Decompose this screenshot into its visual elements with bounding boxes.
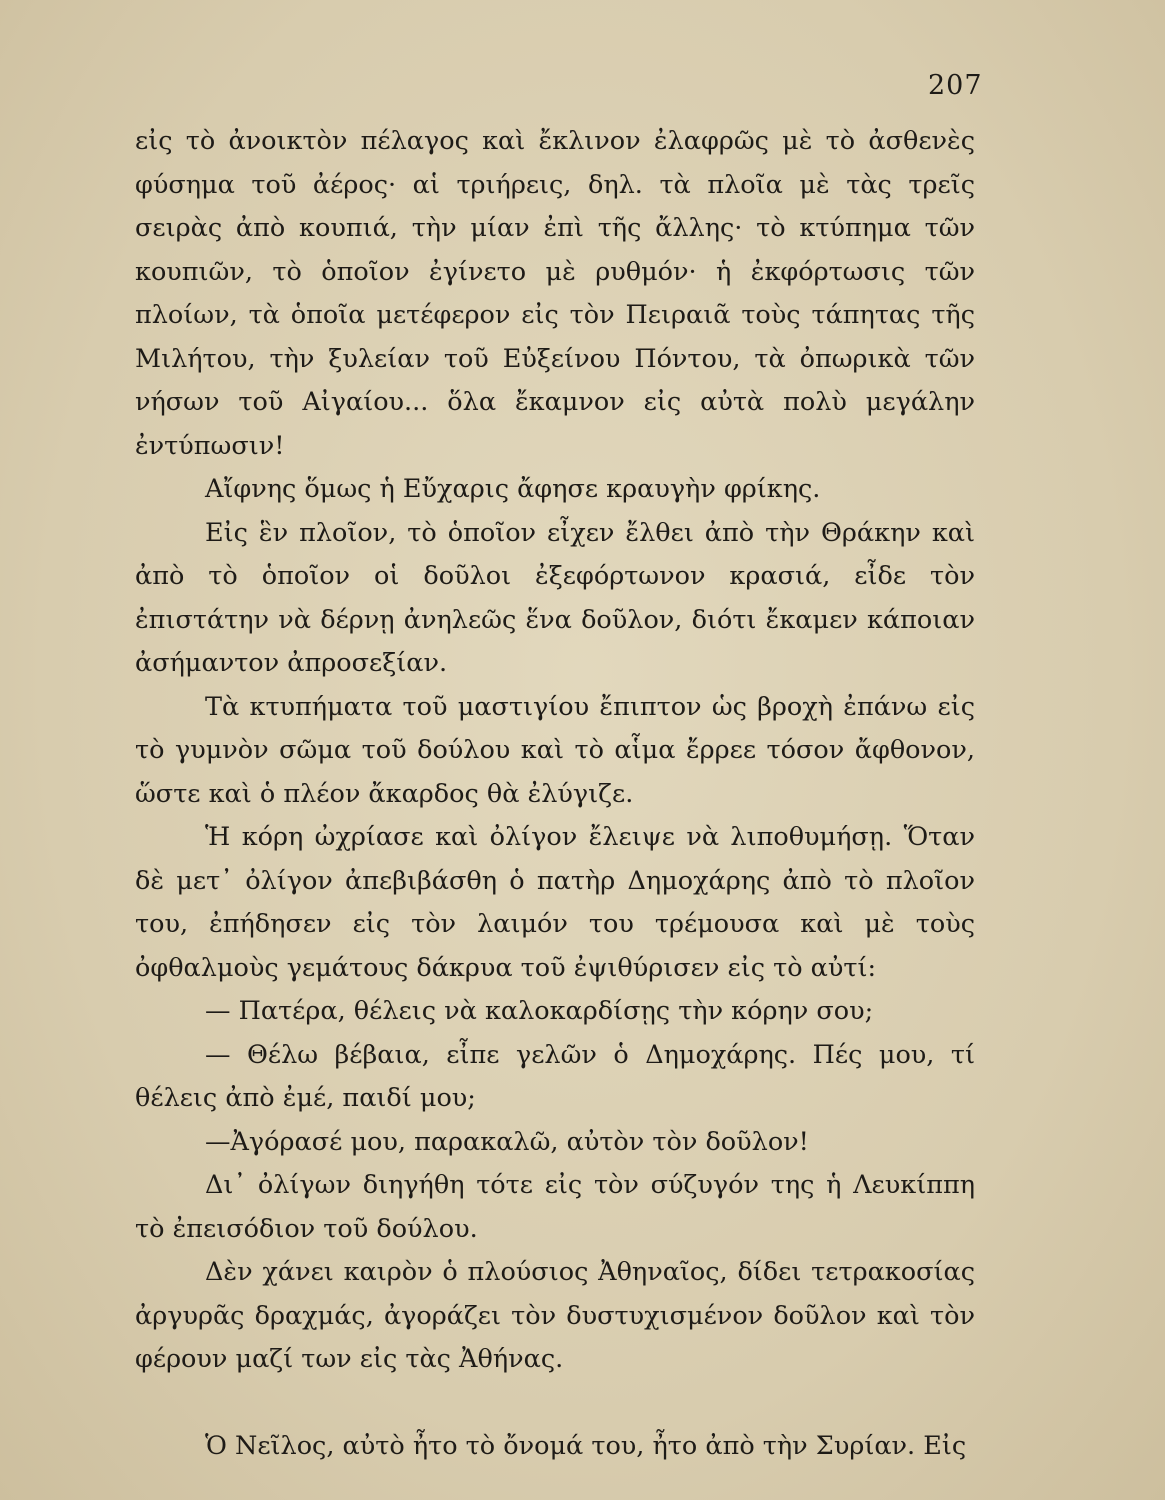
dialogue-line-2: — Θέλω βέβαια, εἶπε γελῶν ὁ Δημοχάρης. Πές μου, τί θέλεις ἀπὸ ἐμέ, παιδί μου; (135, 1039, 975, 1113)
page-number: 207 (928, 70, 983, 101)
paragraph-6: Δι᾽ ὀλίγων διηγήθη τότε εἰς τὸν σύζυγόν της ἡ Λευκίππη τὸ ἐπεισόδιον τοῦ δούλου. (135, 1170, 975, 1244)
paragraph-4: Τὰ κτυπήματα τοῦ μαστιγίου ἔπιπτον ὡς βροχὴ ἐπάνω εἰς τὸ γυμνὸν σῶμα τοῦ δούλου καὶ τὸ αἷμα ἔρρεε τόσον ἄφθονον, ὥστε καὶ ὁ πλέον ἄκαρδος θὰ ἐλύγιζε. (135, 691, 975, 809)
paragraph-5: Ἡ κόρη ὠχρίασε καὶ ὀλίγον ἔλειψε νὰ λιποθυμήσῃ. Ὅταν δὲ μετ᾽ ὀλίγον ἀπεβιβάσθη ὁ πατὴρ Δημοχάρης ἀπὸ τὸ πλοῖον του, ἐπήδησεν εἰς τὸν λαιμόν του τρέμουσα καὶ μὲ τοὺς ὀφθαλμοὺς γεμάτους δάκρυα τοῦ ἐψιθύρισεν εἰς τὸ αὐτί: (135, 822, 975, 983)
paragraph-8: Ὁ Νεῖλος, αὐτὸ ἦτο τὸ ὄνομά του, ἦτο ἀπὸ τὴν Συρίαν. Εἰς (205, 1430, 967, 1461)
paragraph-2: Αἴφνης ὅμως ἡ Εὔχαρις ἄφησε κραυγὴν φρίκης. (205, 474, 821, 504)
paragraph-3: Εἰς ἓν πλοῖον, τὸ ὁποῖον εἶχεν ἔλθει ἀπὸ τὴν Θράκην καὶ ἀπὸ τὸ ὁποῖον οἱ δοῦλοι ἐξεφόρτωνον κρασιά, εἶδε τὸν ἐπιστάτην νὰ δέρνῃ ἀνηλεῶς ἕνα δοῦλον, διότι ἔκαμεν κάποιαν ἀσήμαντον ἀπροσεξίαν. (135, 517, 975, 678)
dialogue-line-3: —Ἀγόρασέ μου, παρακαλῶ, αὐτὸν τὸν δοῦλον! (205, 1126, 809, 1157)
dialogue-line-1: — Πατέρα, θέλεις νὰ καλοκαρδίσῃς τὴν κόρην σου; (205, 996, 874, 1026)
paragraph-1: εἰς τὸ ἀνοικτὸν πέλαγος καὶ ἔκλινον ἐλαφρῶς μὲ τὸ ἀσθενὲς φύσημα τοῦ ἀέρος· αἱ τριήρεις, δηλ. τὰ πλοῖα μὲ τὰς τρεῖς σειρὰς ἀπὸ κουπιά, τὴν μίαν ἐπὶ τῆς ἄλλης· τὸ κτύπημα τῶν κουπιῶν, τὸ ὁποῖον ἐγίνετο μὲ ρυθμόν· ἡ ἐκφόρτωσις τῶν πλοίων, τὰ ὁποῖα μετέφερον εἰς τὸν Πειραιᾶ τοὺς τάπητας τῆς Μιλήτου, τὴν ξυλείαν τοῦ Εὐξείνου Πόντου, τὰ ὀπωρικὰ τῶν νήσων τοῦ Αἰγαίου... ὅλα ἔκαμνον εἰς αὐτὰ πολὺ μεγάλην ἐντύπωσιν! (135, 126, 975, 461)
paragraph-7: Δὲν χάνει καιρὸν ὁ πλούσιος Ἀθηναῖος, δίδει τετρακοσίας ἀργυρᾶς δραχμάς, ἀγοράζει τὸν δυστυχισμένον δοῦλον καὶ τὸν φέρουν μαζί των εἰς τὰς Ἀθήνας. (135, 1257, 975, 1374)
body-text (135, 120, 975, 1468)
section-gap (135, 1382, 975, 1425)
